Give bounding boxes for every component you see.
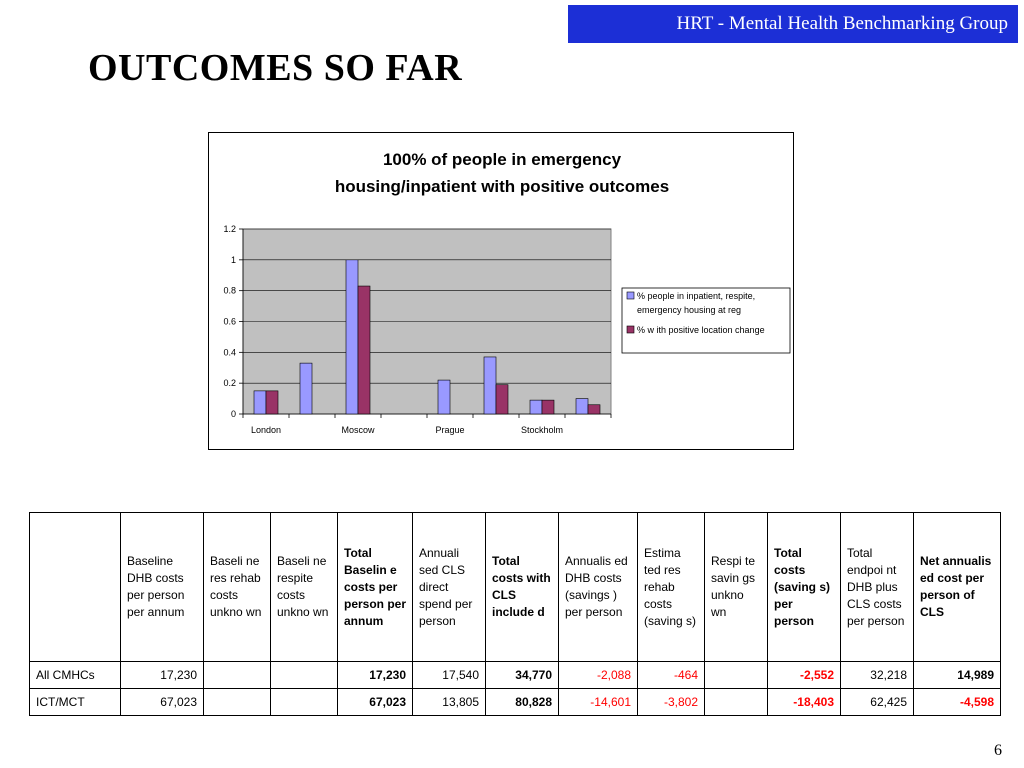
legend-swatch: [627, 326, 634, 333]
bar-chart: [209, 133, 795, 451]
table-body: [30, 662, 1001, 716]
slide-title: OUTCOMES SO FAR: [88, 47, 463, 89]
table-cell: 67,023: [338, 689, 413, 716]
table-cell: [204, 662, 271, 689]
table-header-cell: Total costs with CLS include d: [486, 513, 559, 662]
cost-table: [29, 512, 1001, 716]
table-header-cell: Baseline DHB costs per person per annum: [121, 513, 204, 662]
table-cell: -14,601: [559, 689, 638, 716]
bar: [542, 400, 554, 414]
table-cell: -2,088: [559, 662, 638, 689]
header-banner: HRT - Mental Health Benchmarking Group: [568, 5, 1018, 43]
table-header-cell: Respi te savin gs unkno wn: [705, 513, 768, 662]
table-cell: 14,989: [914, 662, 1001, 689]
table-cell: [204, 689, 271, 716]
table-header-cell: Net annualis ed cost per person of CLS: [914, 513, 1001, 662]
bar: [266, 391, 278, 414]
y-tick-label: 0.4: [223, 347, 236, 358]
table-cell: [705, 689, 768, 716]
table-cell: -2,552: [768, 662, 841, 689]
table-header-cell: Estima ted res rehab costs (saving s): [638, 513, 705, 662]
table-cell: 80,828: [486, 689, 559, 716]
chart-panel: [208, 132, 794, 450]
y-tick-label: 0.8: [223, 285, 236, 296]
table-row: [30, 662, 1001, 689]
table-header-cell: Baseli ne res rehab costs unkno wn: [204, 513, 271, 662]
table-cell: -3,802: [638, 689, 705, 716]
chart-title-line: 100% of people in emergency: [382, 150, 622, 169]
x-tick-label: Stockholm: [520, 425, 564, 435]
legend-label: emergency housing at reg: [637, 305, 742, 315]
y-tick-label: 0.2: [223, 378, 236, 389]
table-header-cell: Total Baselin e costs per person per annum: [338, 513, 413, 662]
y-tick-label: 0: [230, 409, 236, 419]
bar: [484, 357, 496, 414]
y-tick-label: 1: [230, 254, 236, 265]
bar: [438, 380, 450, 414]
table-cell: 32,218: [841, 662, 914, 689]
table-cell: 34,770: [486, 662, 559, 689]
table-header-cell: Total endpoi nt DHB plus CLS costs per person: [841, 513, 914, 662]
table-header-cell: Total costs (saving s) per person: [768, 513, 841, 662]
table-cell: 67,023: [121, 689, 204, 716]
legend-swatch: [627, 292, 634, 299]
bar: [300, 363, 312, 414]
table-cell: -464: [638, 662, 705, 689]
bar: [346, 260, 358, 414]
table-cell: 62,425: [841, 689, 914, 716]
table-cell: ICT/MCT: [30, 689, 121, 716]
table-row: [30, 689, 1001, 716]
table-header-cell: [30, 513, 121, 662]
table-cell: 17,230: [338, 662, 413, 689]
bar: [358, 286, 370, 414]
table-cell: [271, 662, 338, 689]
table-cell: -4,598: [914, 689, 1001, 716]
table-cell: [705, 662, 768, 689]
table-cell: [271, 689, 338, 716]
bar: [530, 400, 542, 414]
x-tick-label: London: [250, 425, 282, 435]
table-header-cell: Baseli ne respite costs unkno wn: [271, 513, 338, 662]
bar: [588, 405, 600, 414]
table-cell: 17,540: [413, 662, 486, 689]
table-header-cell: Annuali sed CLS direct spend per person: [413, 513, 486, 662]
table-cell: 17,230: [121, 662, 204, 689]
table-cell: -18,403: [768, 689, 841, 716]
y-tick-label: 0.6: [223, 316, 236, 327]
table-header-row: [30, 513, 1001, 662]
chart-title-line: housing/inpatient with positive outcomes: [334, 177, 670, 196]
x-tick-label: Moscow: [341, 425, 375, 435]
bar: [254, 391, 266, 414]
table-cell: 13,805: [413, 689, 486, 716]
legend-label: % people in inpatient, respite,: [637, 291, 756, 301]
x-tick-label: Prague: [435, 425, 465, 435]
table-cell: All CMHCs: [30, 662, 121, 689]
page-number: 6: [994, 742, 1002, 759]
table-header-cell: Annualis ed DHB costs (savings ) per person: [559, 513, 638, 662]
bar: [496, 385, 508, 414]
legend-label: % w ith positive location change: [637, 325, 765, 335]
bar: [576, 399, 588, 414]
y-tick-label: 1.2: [223, 224, 236, 234]
